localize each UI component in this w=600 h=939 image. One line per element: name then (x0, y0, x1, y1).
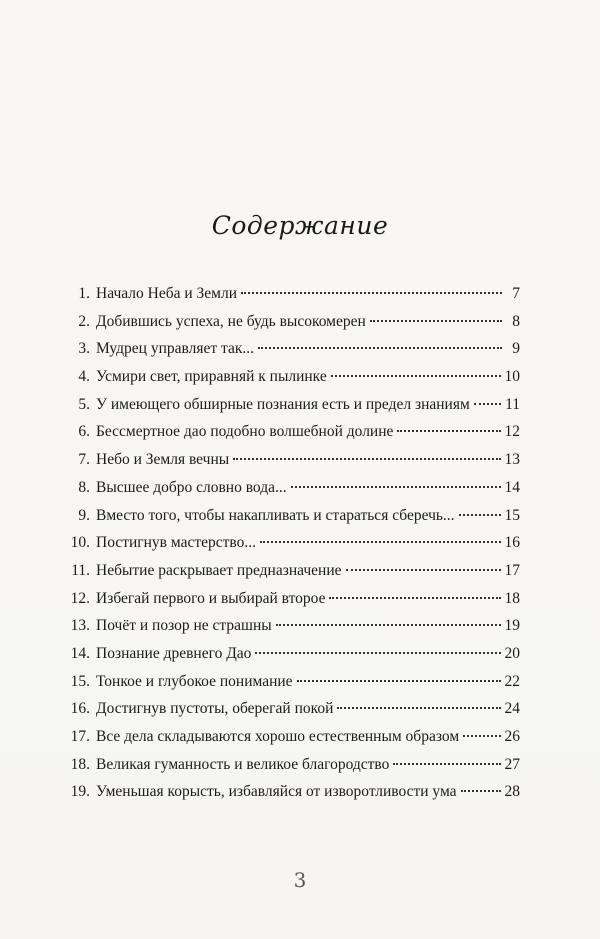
toc-entry-page: 17 (504, 561, 520, 579)
toc-entry-number: 19. (70, 783, 90, 801)
toc-entry-title: Вместо того, чтобы накапливать и стараться сберечь... (96, 506, 455, 524)
toc-entry-page: 13 (504, 451, 520, 469)
toc-entry-title: Мудрец управляет так... (96, 340, 255, 358)
toc-entry-page: 11 (505, 395, 520, 413)
toc-entry-number: 9. (78, 506, 90, 524)
toc-entry[interactable] (60, 590, 520, 618)
toc-entry-page: 18 (504, 589, 520, 607)
toc-entry-title: Добившись успеха, не будь высокомерен (96, 312, 366, 330)
toc-entry-number: 6. (78, 423, 90, 441)
toc-entry[interactable] (60, 783, 520, 811)
toc-entry-title: Бессмертное дао подобно волшебной долине (96, 423, 394, 441)
toc-entry-number: 12. (70, 589, 90, 607)
toc-entry-page: 7 (512, 285, 520, 302)
page-number: 3 (293, 868, 307, 892)
toc-entry-number: 7. (78, 451, 90, 469)
toc-entry[interactable] (60, 645, 520, 673)
toc-entry-page: 14 (504, 478, 520, 496)
toc-entry-number: 8. (78, 478, 90, 496)
toc-entry-title: Небо и Земля вечны (96, 451, 230, 469)
toc-entry[interactable] (60, 673, 520, 701)
toc-entry[interactable] (60, 507, 520, 535)
toc-entry-number: 15. (70, 672, 90, 690)
toc-leader-dots (461, 790, 501, 792)
toc-entry[interactable] (60, 313, 520, 341)
toc-entry-page: 26 (504, 728, 520, 745)
toc-entry-page: 27 (504, 755, 520, 773)
toc-entry-number: 4. (78, 368, 90, 386)
toc-entry-number: 11. (71, 561, 90, 579)
toc-leader-dots (393, 763, 500, 765)
toc-entry-page: 10 (504, 368, 520, 386)
toc-entry[interactable] (60, 479, 520, 507)
toc-entry-page: 9 (512, 340, 520, 358)
toc-leader-dots (370, 320, 502, 322)
toc-entry-title: Все дела складываются хорошо естественным образом (96, 728, 460, 745)
toc-leader-dots (329, 597, 500, 599)
toc-entry-title: Небытие раскрывает предназначение (96, 561, 342, 579)
toc-leader-dots (276, 624, 501, 626)
toc-entry-page: 8 (512, 312, 520, 330)
toc-leader-dots (291, 486, 501, 488)
toc-leader-dots (233, 458, 500, 460)
toc-entry-title: Высшее добро словно вода... (96, 478, 287, 496)
toc-leader-dots (255, 652, 500, 654)
toc-entry-number: 3. (78, 340, 90, 358)
toc-entry-title: Великая гуманность и великое благородство (96, 755, 390, 773)
toc-leader-dots (463, 735, 500, 737)
toc-entry-number: 13. (70, 617, 90, 635)
toc-leader-dots (260, 541, 501, 543)
toc-entry-number: 2. (78, 312, 90, 330)
toc-leader-dots (331, 375, 501, 377)
toc-entry-title: Достигнув пустоты, оберегай покой (96, 700, 334, 718)
toc-entry-title: Почёт и позор не страшны (96, 617, 272, 635)
toc-entry-title: У имеющего обширные познания есть и предел знаниям (96, 395, 470, 413)
toc-entry-number: 14. (70, 644, 90, 662)
toc-entry-page: 19 (504, 617, 520, 635)
toc-entry-number: 17. (70, 728, 90, 745)
toc-entry[interactable] (60, 700, 520, 728)
toc-entry-page: 28 (504, 783, 520, 801)
toc-leader-dots (474, 403, 501, 405)
toc-entry-number: 10. (70, 534, 90, 552)
toc-leader-dots (258, 347, 502, 349)
toc-entry-number: 5. (78, 395, 90, 413)
toc-entry-page: 12 (504, 423, 520, 441)
toc-entry[interactable] (60, 534, 520, 562)
toc-entry-page: 22 (504, 672, 520, 690)
toc-leader-dots (346, 569, 501, 571)
toc-leader-dots (297, 680, 501, 682)
toc-leader-dots (459, 514, 501, 516)
toc-entry-page: 24 (504, 700, 520, 718)
toc-entry-page: 15 (504, 506, 520, 524)
toc-leader-dots (337, 707, 500, 709)
toc-entry-number: 1. (78, 285, 90, 302)
toc-entry-number: 16. (70, 700, 90, 718)
toc-entry-title: Постигнув мастерство... (96, 534, 256, 552)
toc-entry[interactable] (60, 368, 520, 396)
toc-entry-title: Избегай первого и выбирай второе (96, 589, 326, 607)
toc-entry-title: Уменьшая корысть, избавляйся от изворотливости ума (96, 783, 457, 801)
toc-entry[interactable] (60, 340, 520, 368)
toc-entry-title: Познание древнего Дао (96, 644, 252, 662)
toc-entry-title: Усмири свет, приравняй к пылинке (96, 368, 327, 386)
toc-leader-dots (397, 430, 500, 432)
toc-entry-title: Тонкое и глубокое понимание (96, 672, 293, 690)
toc-entry-page: 16 (504, 534, 520, 552)
toc-entry[interactable] (60, 396, 520, 424)
toc-entry[interactable] (60, 617, 520, 645)
toc-entry[interactable] (60, 451, 520, 479)
table-of-contents (60, 285, 520, 811)
toc-entry-page: 20 (504, 644, 520, 662)
toc-entry[interactable] (60, 285, 520, 313)
toc-heading: Содержание (211, 211, 389, 240)
toc-entry[interactable] (60, 423, 520, 451)
toc-leader-dots (241, 292, 502, 294)
toc-entry[interactable] (60, 756, 520, 784)
toc-entry-title: Начало Неба и Земли (96, 285, 237, 302)
toc-entry[interactable] (60, 562, 520, 590)
toc-entry-number: 18. (70, 755, 90, 773)
toc-entry[interactable] (60, 728, 520, 756)
